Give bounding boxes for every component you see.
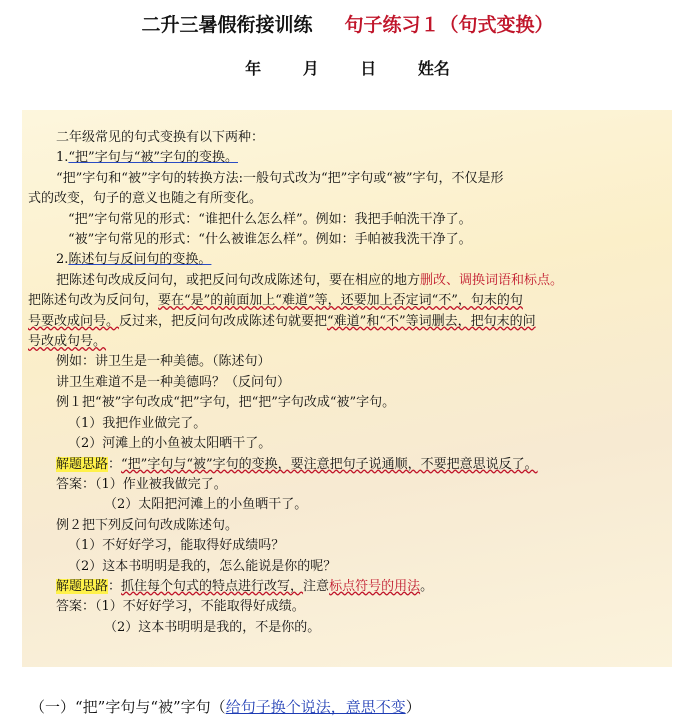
date-day-label: 日 xyxy=(360,59,377,78)
section-2-number: 2. xyxy=(56,252,69,268)
name-label: 姓名 xyxy=(417,59,450,78)
rule-line-1 xyxy=(28,271,666,291)
example-question: 讲卫生难道不是一种美德吗？（反问句） xyxy=(56,374,291,390)
example-1-question-1: （1）我把作业做完了。 xyxy=(68,415,207,431)
page-title: 二升三暑假衔接训练 xyxy=(141,14,313,36)
knowledge-box xyxy=(22,110,672,667)
example-2-title: 例２把下列反问句改成陈述句。 xyxy=(56,517,239,533)
date-year-label: 年 xyxy=(245,59,262,78)
rule-line-4 xyxy=(28,332,666,352)
rule-emphasis: 要在“是”的前面加上“难道”等，还要加上否定词“不”，句末的句 xyxy=(158,293,523,309)
bei-form-line: “被”字句常见的形式：“什么被谁怎么样”。例如：手帕被我洗干净了。 xyxy=(68,232,472,248)
hint-2-keyword: 标点符号的用法 xyxy=(329,578,421,594)
answer-1-line-1 xyxy=(28,475,666,495)
section-2-title: 陈述句与反问句的变换。 xyxy=(68,252,212,268)
intro-line: 二年级常见的句式变换有以下两种： xyxy=(56,130,265,145)
date-month-label: 月 xyxy=(302,59,319,78)
date-name-line xyxy=(0,56,695,79)
answer-text: （1）不好好学习，不能取得好成绩。 xyxy=(95,599,305,615)
answer-2-line-1 xyxy=(28,597,666,617)
hint-2-text: 注意 xyxy=(303,578,330,594)
hint-1-text: “把”字句与“被”字句的变换，要注意把句子说通顺，不要把意思说反了。 xyxy=(121,456,538,472)
hint-label: 解题思路 xyxy=(56,456,109,472)
rule-text: 反过来，把反问句改成陈述句就要把 xyxy=(119,313,328,329)
rule-text: 把陈述句改为反问句， xyxy=(28,293,159,309)
method-line-1: “把”字句和“被”字句的转换方法:一般句式改为“把”字句或“被”字句，不仅是形 xyxy=(56,170,504,186)
rule-text: 把陈述句改成反问句，或把反问句改成陈述句，要在相应的地方 xyxy=(56,272,421,288)
rule-emphasis: “难道”和“不”等词删去，把句末的问 xyxy=(327,313,536,329)
example-1-title: 例１把“被”字句改成“把”字句，把“把”字句改成“被”字句。 xyxy=(56,395,396,411)
page-header xyxy=(0,10,695,37)
hint-2-text: 。 xyxy=(420,578,434,594)
page-subtitle: 句子练习１（句式变换） xyxy=(344,14,554,36)
rule-line-2 xyxy=(28,291,666,311)
example-2-question-1: （1）不好好学习，能取得好成绩吗？ xyxy=(68,538,285,554)
example-statement: 例如：讲卫生是一种美德。（陈述句） xyxy=(56,354,271,370)
hint-1 xyxy=(28,455,666,475)
footer-note: 给句子换个说法，意思不变 xyxy=(225,698,406,716)
footer-text: ） xyxy=(405,698,421,716)
section-1-heading xyxy=(28,148,666,168)
section-2-heading xyxy=(28,250,666,270)
ba-form-line: “把”字句常见的形式：“谁把什么怎么样”。例如：我把手帕洗干净了。 xyxy=(68,211,472,227)
answer-2-line-2: （2）这本书明明是我的，不是你的。 xyxy=(104,619,321,635)
rule-line-3 xyxy=(28,312,666,332)
answer-label: 答案： xyxy=(56,599,96,615)
hint-separator: ： xyxy=(108,456,122,472)
rule-emphasis: 号要改成问号。 xyxy=(28,313,120,329)
method-line-2: 式的改变，句子的意义也随之有所变化。 xyxy=(28,191,263,207)
answer-text: （1）作业被我做完了。 xyxy=(95,476,227,492)
example-2-question-2: （2）这本书明明是我的，怎么能说是你的呢？ xyxy=(68,558,337,574)
section-1-title: “把”字句与“被”字句的变换。 xyxy=(68,150,238,166)
rule-emphasis: 号改成句号。 xyxy=(28,334,107,350)
hint-separator: ： xyxy=(108,578,122,594)
answer-1-line-2: （2）太阳把河滩上的小鱼晒干了。 xyxy=(104,497,308,513)
hint-2 xyxy=(28,577,666,597)
hint-2-text: 抓住每个句式的特点进行改写， xyxy=(121,578,304,594)
rule-keyword: 删改、调换词语和标点。 xyxy=(420,272,564,288)
footer-text: （一）“把”字句与“被”字句（ xyxy=(30,698,226,716)
hint-label: 解题思路 xyxy=(56,578,109,594)
example-1-question-2: （2）河滩上的小鱼被太阳晒干了。 xyxy=(68,436,272,452)
answer-label: 答案： xyxy=(56,476,96,492)
section-heading-footer xyxy=(30,696,421,717)
section-1-number: 1. xyxy=(56,150,69,166)
